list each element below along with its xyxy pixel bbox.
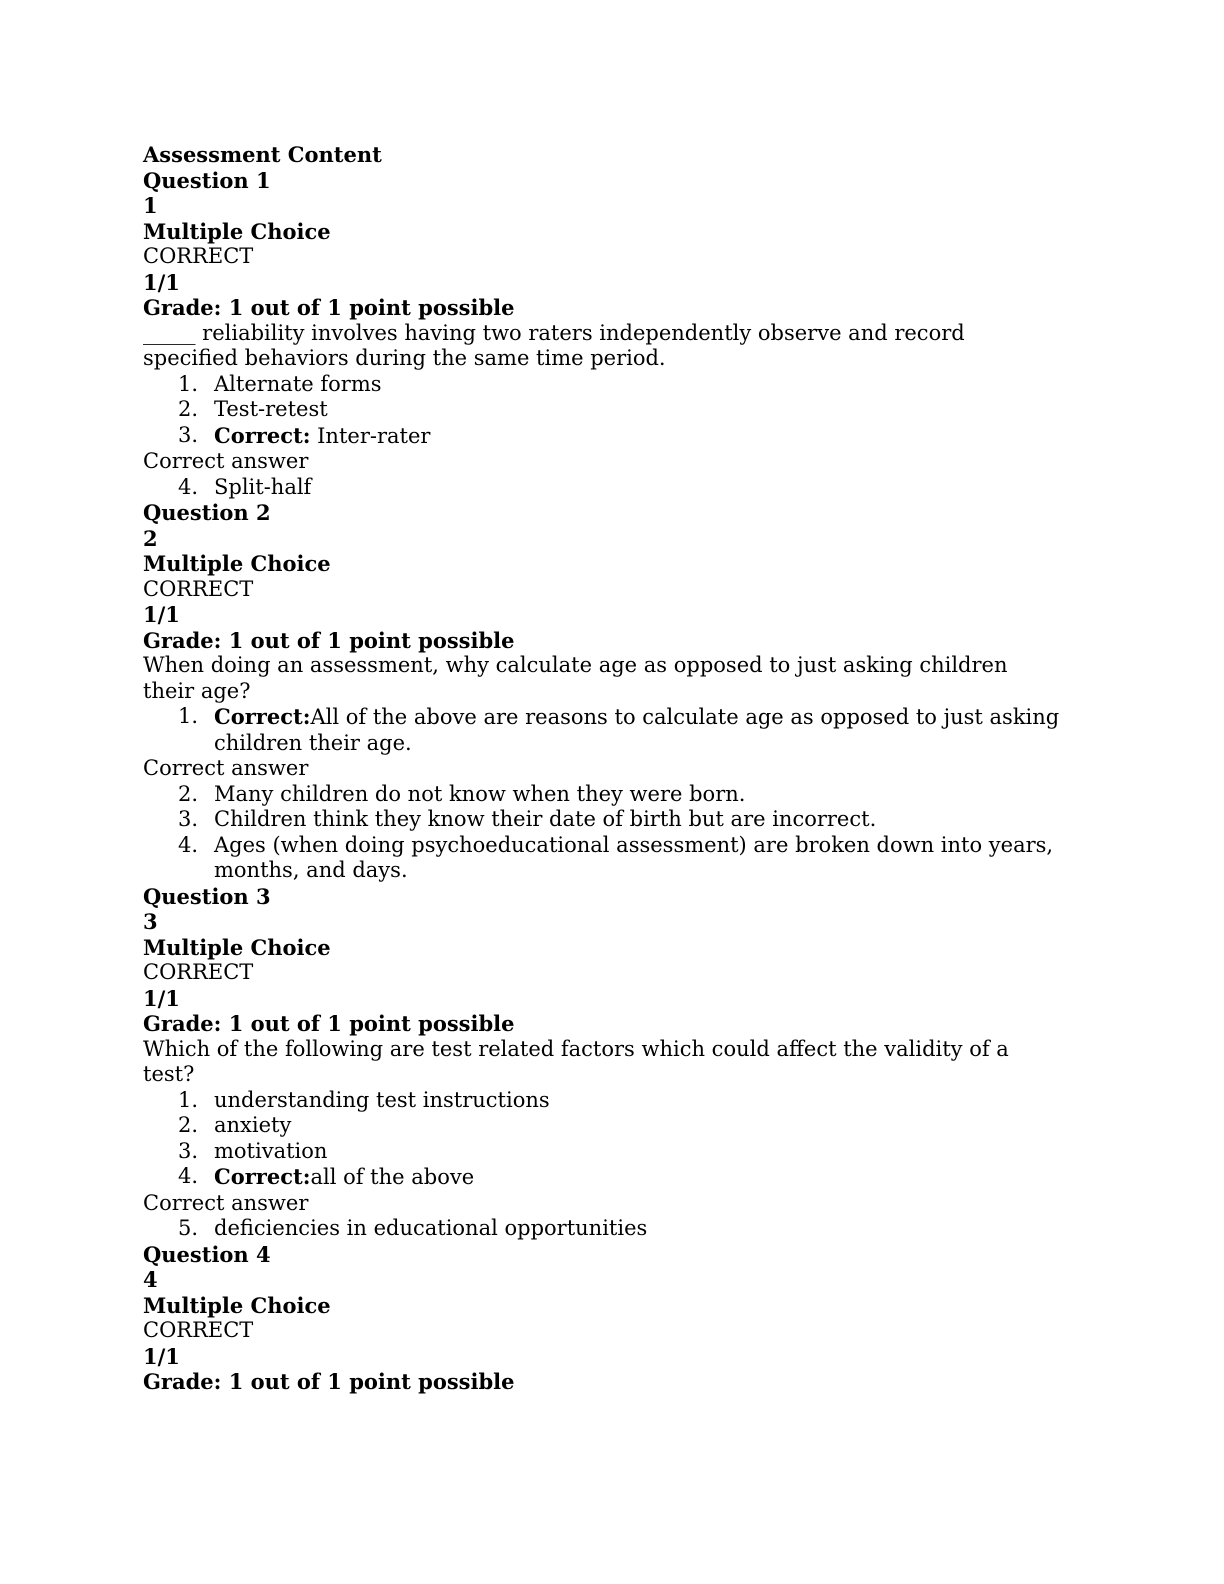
option-text: Children think they know their date of birth but are incorrect. xyxy=(214,807,877,831)
question-heading: Question 1 xyxy=(143,167,271,193)
option-text-wrap xyxy=(214,423,1063,450)
answer-option xyxy=(143,1088,1063,1114)
option-number: 3. xyxy=(178,422,199,447)
option-text: deficiencies in educational opportunities xyxy=(214,1216,648,1240)
option-text: Ages (when doing psychoeducational assessment) are broken down into years, months, and days. xyxy=(214,832,1054,882)
question-block xyxy=(143,1242,1063,1395)
question-score: 1/1 xyxy=(143,1343,180,1369)
option-number: 2. xyxy=(178,1113,199,1137)
answer-option xyxy=(143,372,1063,398)
answer-option xyxy=(143,397,1063,423)
assessment-document xyxy=(143,142,1063,1395)
option-number: 4. xyxy=(178,1164,199,1188)
question-grade: Grade: 1 out of 1 point possible xyxy=(143,627,515,653)
option-text-wrap xyxy=(214,1113,1063,1139)
option-text-wrap xyxy=(214,1164,1063,1191)
option-text: motivation xyxy=(214,1138,328,1163)
option-number: 5. xyxy=(178,1216,199,1240)
question-stem: _____ reliability involves having two raters independently observe and record specified behaviors during the same time period. xyxy=(143,320,965,370)
option-number: 3. xyxy=(178,807,199,831)
question-type: Multiple Choice xyxy=(143,934,331,960)
option-text-wrap xyxy=(214,397,1063,423)
answer-options xyxy=(143,1088,1063,1191)
question-heading: Question 3 xyxy=(143,883,271,909)
option-text: All of the above are reasons to calculate age as opposed to just asking children their age. xyxy=(214,705,1060,755)
question-score: 1/1 xyxy=(143,269,180,295)
option-number: 2. xyxy=(178,397,199,421)
question-heading: Question 2 xyxy=(143,500,271,525)
question-block xyxy=(143,884,1063,1242)
question-type: Multiple Choice xyxy=(143,1292,331,1318)
option-text-wrap xyxy=(214,833,1063,884)
question-number: 2 xyxy=(143,525,158,551)
option-text: anxiety xyxy=(214,1113,292,1137)
option-number: 1. xyxy=(178,704,199,728)
answer-option xyxy=(143,1216,1063,1242)
correct-answer-label: Correct answer xyxy=(143,1190,309,1215)
question-number: 1 xyxy=(143,193,158,218)
answer-option xyxy=(143,1164,1063,1191)
answer-options xyxy=(143,704,1063,756)
question-type: Multiple Choice xyxy=(143,551,331,576)
correct-answer-label: Correct answer xyxy=(143,449,309,473)
answer-options xyxy=(143,1216,1063,1242)
question-type: Multiple Choice xyxy=(143,218,331,244)
question-status: CORRECT xyxy=(143,960,254,984)
question-stem: When doing an assessment, why calculate age as opposed to just asking children their age? xyxy=(143,653,1008,703)
option-text-wrap xyxy=(214,1088,1063,1114)
correct-answer-label: Correct answer xyxy=(143,756,309,780)
question-heading: Question 4 xyxy=(143,1241,271,1267)
question-grade: Grade: 1 out of 1 point possible xyxy=(143,295,515,320)
answer-option xyxy=(143,704,1063,756)
answer-option xyxy=(143,475,1063,501)
question-list xyxy=(143,168,1063,1395)
question-score: 1/1 xyxy=(143,602,180,627)
answer-option xyxy=(143,1139,1063,1165)
question-stem: Which of the following are test related factors which could affect the validity of a test? xyxy=(143,1036,1009,1086)
question-block xyxy=(143,168,1063,501)
question-grade: Grade: 1 out of 1 point possible xyxy=(143,1011,515,1036)
option-text-wrap xyxy=(214,1216,1063,1242)
question-status: CORRECT xyxy=(143,576,254,601)
option-text: Split-half xyxy=(214,474,312,499)
option-text-wrap xyxy=(214,372,1063,398)
question-number: 4 xyxy=(143,1267,158,1292)
question-score: 1/1 xyxy=(143,985,180,1011)
question-status: CORRECT xyxy=(143,1318,254,1342)
option-text: Test-retest xyxy=(214,397,328,421)
answer-option xyxy=(143,423,1063,450)
answer-option xyxy=(143,1113,1063,1139)
page-title: Assessment Content xyxy=(143,142,382,167)
option-text: Many children do not know when they were born. xyxy=(214,781,746,806)
question-grade: Grade: 1 out of 1 point possible xyxy=(143,1369,515,1394)
option-number: 1. xyxy=(178,1087,199,1112)
option-text: all of the above xyxy=(310,1165,475,1189)
option-number: 4. xyxy=(178,832,199,857)
correct-marker: Correct: xyxy=(214,704,311,729)
option-number: 4. xyxy=(178,474,199,499)
option-text: understanding test instructions xyxy=(214,1087,550,1112)
option-text-wrap xyxy=(214,807,1063,833)
option-text: Inter-rater xyxy=(310,423,431,448)
answer-option xyxy=(143,807,1063,833)
question-status: CORRECT xyxy=(143,244,254,268)
option-text-wrap xyxy=(214,704,1063,756)
correct-marker: Correct: xyxy=(214,1164,311,1189)
answer-options xyxy=(143,475,1063,501)
option-number: 3. xyxy=(178,1138,199,1163)
answer-option xyxy=(143,833,1063,884)
answer-option xyxy=(143,782,1063,808)
option-text-wrap xyxy=(214,1139,1063,1165)
question-block xyxy=(143,500,1063,884)
option-text: Alternate forms xyxy=(214,371,382,396)
option-text-wrap xyxy=(214,782,1063,808)
correct-marker: Correct: xyxy=(214,422,311,448)
question-number: 3 xyxy=(143,909,158,934)
option-number: 2. xyxy=(178,781,199,806)
option-number: 1. xyxy=(178,371,199,396)
answer-options xyxy=(143,372,1063,450)
option-text-wrap xyxy=(214,475,1063,501)
answer-options xyxy=(143,782,1063,884)
